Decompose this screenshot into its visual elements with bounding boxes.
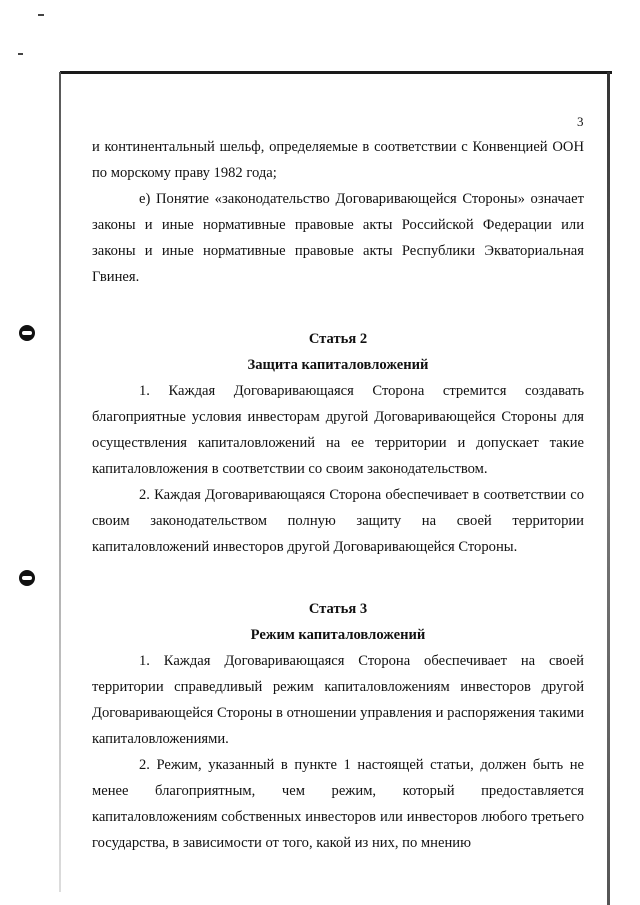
page-number: 3 xyxy=(577,114,584,129)
article-2-number: Статья 2 xyxy=(308,331,368,347)
document-body xyxy=(92,134,584,856)
document-frame-top xyxy=(60,71,612,74)
article-3-title: Режим капиталовложений xyxy=(250,627,426,643)
article-2-paragraph-1: 1. Каждая Договаривающаяся Сторона стремится создавать благоприятные условия инвесторам другой Договаривающейся Стороны для осуществления капиталовложений на ее территории и допускает такие капиталовложения в соответствии со своим законодательством. xyxy=(92,383,584,477)
binder-hole-lower xyxy=(19,570,35,586)
scan-mark-left xyxy=(18,53,23,55)
intro-paragraph-1: и континентальный шельф, определяемые в соответствии с Конвенцией ООН по морскому праву 1982 года; xyxy=(92,139,584,181)
document-frame-right xyxy=(607,72,610,905)
article-3-number: Статья 3 xyxy=(308,601,368,617)
document-frame-left xyxy=(59,72,61,892)
article-3-paragraph-1: 1. Каждая Договаривающаяся Сторона обеспечивает на своей территории справедливый режим капиталовложениям инвесторов другой Договаривающейся Стороны в отношении управления и распоряжения такими капиталовложениями. xyxy=(92,653,584,747)
article-3-paragraph-2: 2. Режим, указанный в пункте 1 настоящей статьи, должен быть не менее благоприятным, чем режим, который предоставляется капиталовложениям собственных инвесторов или инвесторов любого третьего государства, в зависимости от того, какой из них, по мнению xyxy=(92,757,584,851)
intro-paragraph-2: е) Понятие «законодательство Договаривающейся Стороны» означает законы и иные нормативные правовые акты Российской Федерации или законы и иные нормативные правовые акты Республики Экваториальная Гвинея. xyxy=(92,191,584,285)
binder-hole-upper xyxy=(19,325,35,341)
scan-mark-top-left xyxy=(38,14,44,16)
article-2-title: Защита капиталовложений xyxy=(247,357,429,373)
article-2-paragraph-2: 2. Каждая Договаривающаяся Сторона обеспечивает в соответствии со своим законодательством полную защиту на своей территории капиталовложений инвесторов другой Договаривающейся Стороны. xyxy=(92,487,584,555)
spacer xyxy=(92,560,584,596)
spacer xyxy=(92,290,584,326)
